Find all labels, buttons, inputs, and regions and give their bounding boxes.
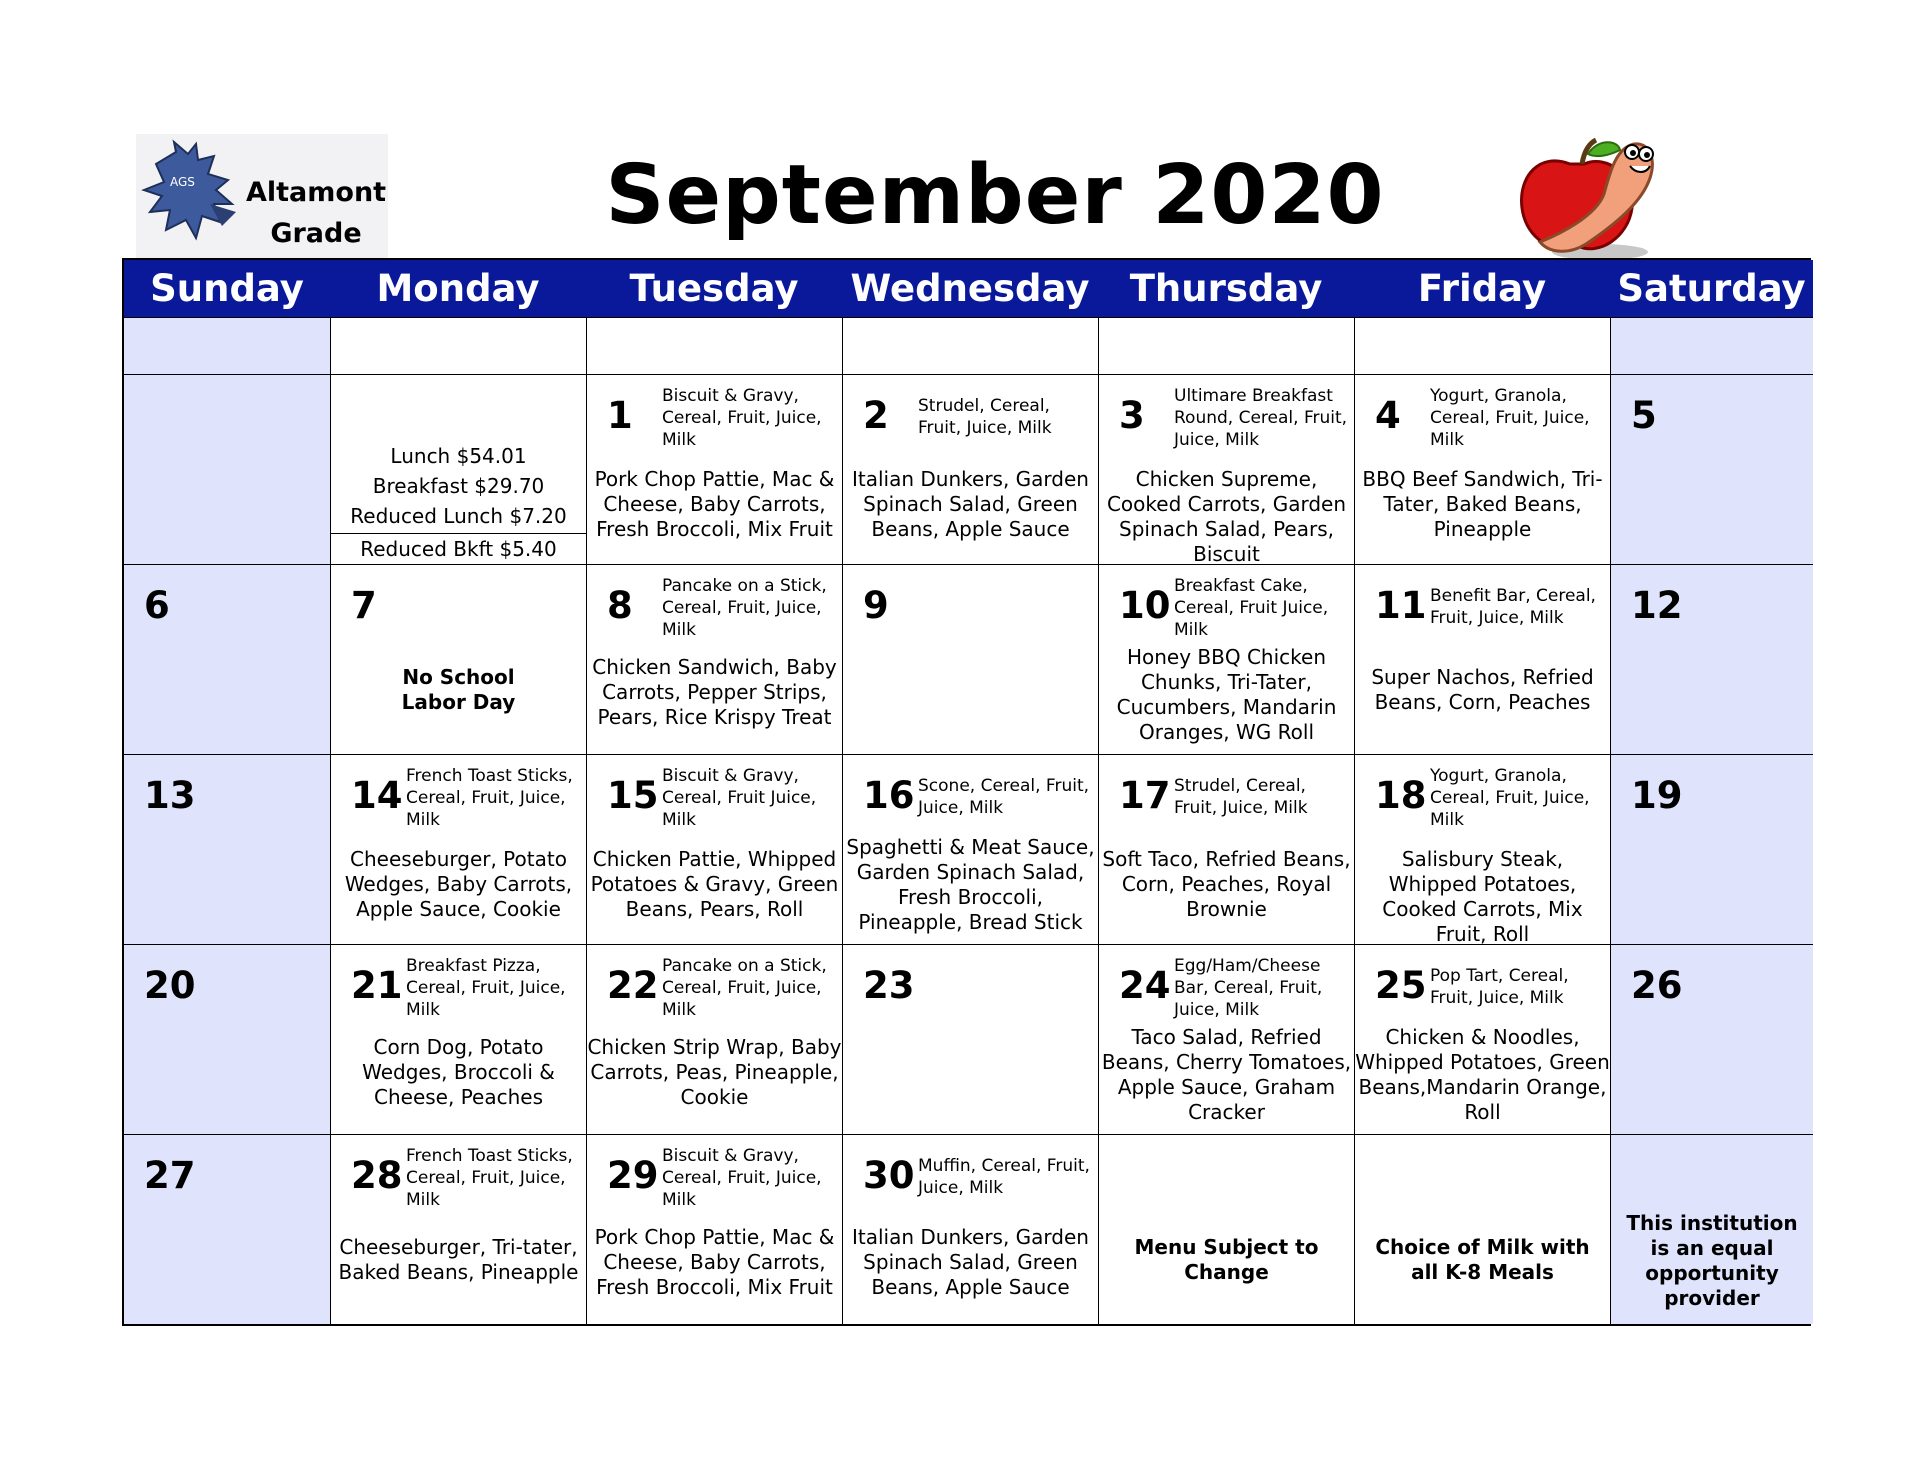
breakfast-menu: Ultimare Breakfast Round, Cereal, Fruit, Juice, Milk — [1174, 386, 1348, 450]
milk-choice-note: Choice of Milk with all K-8 Meals — [1375, 1235, 1590, 1284]
day-cell — [842, 1134, 1098, 1324]
lunch-menu: Chicken Sandwich, Baby Carrots, Pepper Strips, Pears, Rice Krispy Treat — [592, 655, 837, 729]
day-number: 10 — [1119, 584, 1171, 627]
lunch-menu: BBQ Beef Sandwich, Tri-Tater, Baked Beans, Pineapple — [1362, 467, 1603, 541]
lunch-menu: Italian Dunkers, Garden Spinach Salad, Green Beans, Apple Sauce — [852, 1225, 1089, 1299]
empty-cell — [124, 374, 330, 564]
lunch-menu: Cheeseburger, Potato Wedges, Baby Carrots, Apple Sauce, Cookie — [344, 847, 573, 921]
day-cell — [1098, 754, 1354, 944]
apple-worm-icon — [1500, 124, 1660, 262]
menu-calendar — [122, 258, 1811, 1326]
day-cell — [1098, 374, 1354, 564]
day-number: 23 — [863, 964, 915, 1007]
price-reduced-lunch: Reduced Lunch $7.20 — [350, 504, 567, 528]
day-number: 1 — [607, 394, 633, 437]
day-number: 12 — [1631, 584, 1683, 627]
day-cell — [586, 1134, 842, 1324]
breakfast-menu: Egg/Ham/Cheese Bar, Cereal, Fruit, Juice, Milk — [1174, 956, 1323, 1020]
lunch-menu: Taco Salad, Refried Beans, Cherry Tomatoes, Apple Sauce, Graham Cracker — [1101, 1025, 1352, 1124]
note-cell — [1610, 1134, 1813, 1324]
day-cell — [1098, 564, 1354, 754]
lunch-menu: Pork Chop Pattie, Mac & Cheese, Baby Carrots, Fresh Broccoli, Mix Fruit — [594, 467, 835, 541]
equal-opportunity-note: This institution is an equal opportunity provider — [1626, 1211, 1798, 1310]
day-cell — [330, 754, 586, 944]
breakfast-menu: Pop Tart, Cereal, Fruit, Juice, Milk — [1430, 966, 1569, 1008]
day-cell — [1610, 944, 1813, 1134]
lunch-menu: Pork Chop Pattie, Mac & Cheese, Baby Carrots, Fresh Broccoli, Mix Fruit — [594, 1225, 835, 1299]
day-cell — [330, 944, 586, 1134]
day-number: 3 — [1119, 394, 1145, 437]
breakfast-menu: Biscuit & Gravy, Cereal, Fruit, Juice, Milk — [662, 1146, 822, 1210]
breakfast-menu: French Toast Sticks, Cereal, Fruit, Juice, Milk — [406, 1146, 573, 1210]
breakfast-menu: Muffin, Cereal, Fruit, Juice, Milk — [918, 1156, 1090, 1198]
day-number: 28 — [351, 1154, 403, 1197]
lunch-menu: Italian Dunkers, Garden Spinach Salad, Green Beans, Apple Sauce — [852, 467, 1089, 541]
day-number: 13 — [144, 774, 196, 817]
empty-cell — [124, 317, 330, 374]
lunch-menu: Corn Dog, Potato Wedges, Broccoli & Cheese, Peaches — [362, 1035, 555, 1109]
day-number: 9 — [863, 584, 889, 627]
lunch-menu: Spaghetti & Meat Sauce, Garden Spinach Salad, Fresh Broccoli, Pineapple, Bread Stick — [846, 835, 1095, 934]
lunch-menu: Chicken Pattie, Whipped Potatoes & Gravy, Green Beans, Pears, Roll — [590, 847, 839, 921]
day-cell — [842, 944, 1098, 1134]
breakfast-menu: Yogurt, Granola, Cereal, Fruit, Juice, Milk — [1430, 766, 1590, 830]
day-number: 6 — [144, 584, 170, 627]
page-title: September 2020 — [605, 148, 1385, 243]
menu-subject-note: Menu Subject to Change — [1134, 1235, 1319, 1284]
day-cell — [842, 374, 1098, 564]
day-number: 19 — [1631, 774, 1683, 817]
day-cell — [586, 374, 842, 564]
day-cell — [1354, 754, 1610, 944]
day-number: 16 — [863, 774, 915, 817]
breakfast-menu: Breakfast Cake, Cereal, Fruit Juice, Milk — [1174, 576, 1329, 640]
day-number: 20 — [144, 964, 196, 1007]
note-cell — [1098, 1134, 1354, 1324]
day-number: 26 — [1631, 964, 1683, 1007]
day-cell — [330, 564, 586, 754]
lunch-menu: Chicken & Noodles, Whipped Potatoes, Green Beans,Mandarin Orange, Roll — [1355, 1025, 1610, 1124]
day-number: 14 — [351, 774, 403, 817]
breakfast-menu: Benefit Bar, Cereal, Fruit, Juice, Milk — [1430, 586, 1596, 628]
weekday-monday: Monday — [330, 260, 586, 317]
day-number: 7 — [351, 584, 377, 627]
empty-cell — [842, 317, 1098, 374]
breakfast-menu: Strudel, Cereal, Fruit, Juice, Milk — [918, 396, 1052, 438]
day-cell — [586, 944, 842, 1134]
eagle-mascot-icon — [136, 134, 246, 258]
day-number: 2 — [863, 394, 889, 437]
day-cell — [842, 754, 1098, 944]
weekday-sunday: Sunday — [124, 260, 330, 317]
breakfast-menu: Biscuit & Gravy, Cereal, Fruit Juice, Milk — [662, 766, 817, 830]
price-cell — [330, 374, 586, 564]
logo-letter-a: AGS — [170, 175, 195, 189]
day-cell — [842, 564, 1098, 754]
day-cell — [1098, 944, 1354, 1134]
day-number: 27 — [144, 1154, 196, 1197]
lunch-menu: Chicken Strip Wrap, Baby Carrots, Peas, Pineapple, Cookie — [587, 1035, 842, 1109]
day-number: 24 — [1119, 964, 1171, 1007]
breakfast-menu: Strudel, Cereal, Fruit, Juice, Milk — [1174, 776, 1308, 818]
day-number: 5 — [1631, 394, 1657, 437]
day-number: 11 — [1375, 584, 1427, 627]
empty-cell — [586, 317, 842, 374]
lunch-menu: Soft Taco, Refried Beans, Corn, Peaches, Royal Brownie — [1102, 847, 1351, 921]
weekday-tuesday: Tuesday — [586, 260, 842, 317]
weekday-thursday: Thursday — [1098, 260, 1354, 317]
breakfast-menu: Pancake on a Stick, Cereal, Fruit, Juice, Milk — [662, 576, 827, 640]
meal-prices — [331, 441, 586, 564]
day-cell — [1354, 944, 1610, 1134]
day-number: 21 — [351, 964, 403, 1007]
day-cell — [1610, 754, 1813, 944]
lunch-menu: Chicken Supreme, Cooked Carrots, Garden Spinach Salad, Pears, Biscuit — [1106, 467, 1347, 564]
day-cell — [1354, 564, 1610, 754]
empty-cell — [1354, 317, 1610, 374]
school-name-line1: Altamont — [246, 177, 387, 208]
weekday-wednesday: Wednesday — [842, 260, 1098, 317]
school-logo — [136, 134, 388, 258]
day-cell — [124, 1134, 330, 1324]
note-cell — [1354, 1134, 1610, 1324]
day-number: 25 — [1375, 964, 1427, 1007]
day-cell — [1610, 374, 1813, 564]
day-cell — [586, 564, 842, 754]
day-cell — [124, 754, 330, 944]
day-cell — [330, 1134, 586, 1324]
lunch-menu: Honey BBQ Chicken Chunks, Tri-Tater, Cucumbers, Mandarin Oranges, WG Roll — [1116, 645, 1337, 744]
weekday-saturday: Saturday — [1610, 260, 1813, 317]
breakfast-menu: French Toast Sticks, Cereal, Fruit, Juice, Milk — [406, 766, 573, 830]
lunch-menu: Salisbury Steak, Whipped Potatoes, Cooked Carrots, Mix Fruit, Roll — [1382, 847, 1583, 944]
day-cell — [586, 754, 842, 944]
empty-cell — [1098, 317, 1354, 374]
day-number: 22 — [607, 964, 659, 1007]
day-number: 29 — [607, 1154, 659, 1197]
price-breakfast: Breakfast $29.70 — [372, 474, 545, 498]
day-number: 15 — [607, 774, 659, 817]
school-name-line2: Grade — [270, 218, 362, 249]
price-lunch: Lunch $54.01 — [390, 444, 527, 468]
day-number: 18 — [1375, 774, 1427, 817]
empty-cell — [330, 317, 586, 374]
no-school-note: No School Labor Day — [401, 665, 516, 714]
lunch-menu: Super Nachos, Refried Beans, Corn, Peaches — [1371, 665, 1594, 714]
day-cell — [124, 944, 330, 1134]
day-number: 17 — [1119, 774, 1171, 817]
weekday-friday: Friday — [1354, 260, 1610, 317]
day-number: 4 — [1375, 394, 1401, 437]
price-reduced-bkft: Reduced Bkft $5.40 — [331, 533, 586, 564]
lunch-menu: Cheeseburger, Tri-tater, Baked Beans, Pineapple — [338, 1235, 579, 1284]
breakfast-menu: Breakfast Pizza, Cereal, Fruit, Juice, Milk — [406, 956, 566, 1020]
breakfast-menu: Biscuit & Gravy, Cereal, Fruit, Juice, Milk — [662, 386, 822, 450]
school-name — [246, 172, 386, 254]
breakfast-menu: Scone, Cereal, Fruit, Juice, Milk — [918, 776, 1090, 818]
day-number: 30 — [863, 1154, 915, 1197]
day-number: 8 — [607, 584, 633, 627]
empty-cell — [1610, 317, 1813, 374]
day-cell — [1610, 564, 1813, 754]
breakfast-menu: Yogurt, Granola, Cereal, Fruit, Juice, Milk — [1430, 386, 1590, 450]
breakfast-menu: Pancake on a Stick, Cereal, Fruit, Juice, Milk — [662, 956, 827, 1020]
day-cell — [124, 564, 330, 754]
day-cell — [1354, 374, 1610, 564]
